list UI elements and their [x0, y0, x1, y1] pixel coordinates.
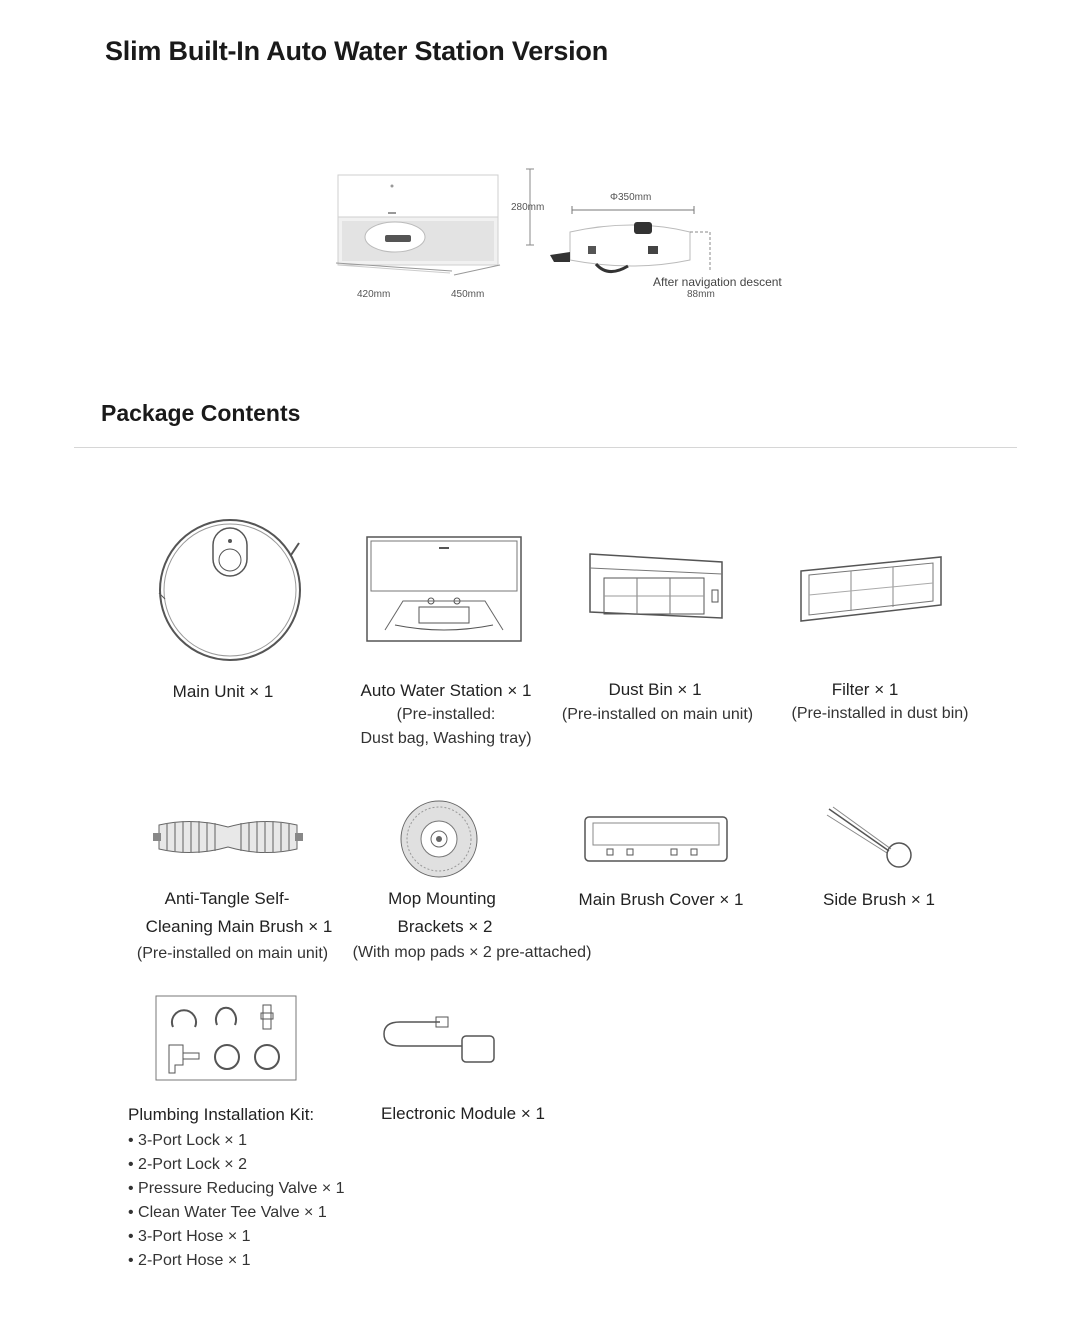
item-note: Dust bag, Washing tray): [360, 730, 532, 747]
station-dimension-illustration: [330, 165, 560, 290]
height-label: 280mm: [511, 202, 545, 213]
filter-icon: [797, 553, 945, 625]
item-label: Dust Bin × 1: [608, 680, 702, 699]
list-item: • 2-Port Lock × 2: [128, 1156, 247, 1173]
item-note: (Pre-installed:: [396, 706, 496, 723]
item-label: Filter × 1: [831, 680, 899, 699]
depth-label: 450mm: [451, 289, 485, 300]
descent-note: After navigation descent: [653, 275, 782, 289]
mop-bracket-icon: [398, 798, 480, 880]
list-item: • 3-Port Hose × 1: [128, 1228, 251, 1245]
electronic-module-icon: [380, 1012, 500, 1067]
list-item: • Pressure Reducing Valve × 1: [128, 1180, 345, 1197]
main-unit-icon: [155, 515, 305, 665]
item-label: Auto Water Station × 1: [360, 681, 532, 700]
descent-value: 88mm: [687, 289, 715, 300]
dust-bin-icon: [582, 550, 730, 625]
list-item: • Clean Water Tee Valve × 1: [128, 1204, 327, 1221]
robot-dimension-illustration: [548, 200, 718, 285]
item-note: (Pre-installed on main unit): [136, 945, 329, 962]
item-label: Side Brush × 1: [823, 890, 935, 909]
item-label: Main Brush Cover × 1: [578, 890, 744, 909]
list-item: • 2-Port Hose × 1: [128, 1252, 251, 1269]
package-title: Package Contents: [101, 400, 301, 426]
item-label: Electronic Module × 1: [381, 1104, 545, 1123]
item-label: Cleaning Main Brush × 1: [145, 917, 333, 936]
item-note: (Pre-installed on main unit): [561, 706, 754, 723]
side-brush-icon: [825, 805, 915, 870]
plumbing-kit-icon: [155, 995, 297, 1081]
item-label: Main Unit × 1: [172, 682, 274, 701]
item-label: Mop Mounting: [388, 889, 496, 908]
item-label: Plumbing Installation Kit:: [128, 1105, 315, 1124]
divider: [74, 447, 1017, 448]
water-station-icon: [365, 535, 525, 645]
item-note: (Pre-installed in dust bin): [791, 705, 969, 722]
item-label: Anti-Tangle Self-: [164, 889, 290, 908]
item-note: (With mop pads × 2 pre-attached): [352, 944, 592, 961]
main-brush-icon: [153, 815, 303, 860]
robot-diameter-label: Φ350mm: [610, 192, 652, 203]
brush-cover-icon: [583, 813, 729, 863]
item-label: Brackets × 2: [397, 917, 493, 936]
width-label: 420mm: [357, 289, 391, 300]
list-item: • 3-Port Lock × 1: [128, 1132, 247, 1149]
page-title: Slim Built-In Auto Water Station Version: [105, 36, 609, 66]
